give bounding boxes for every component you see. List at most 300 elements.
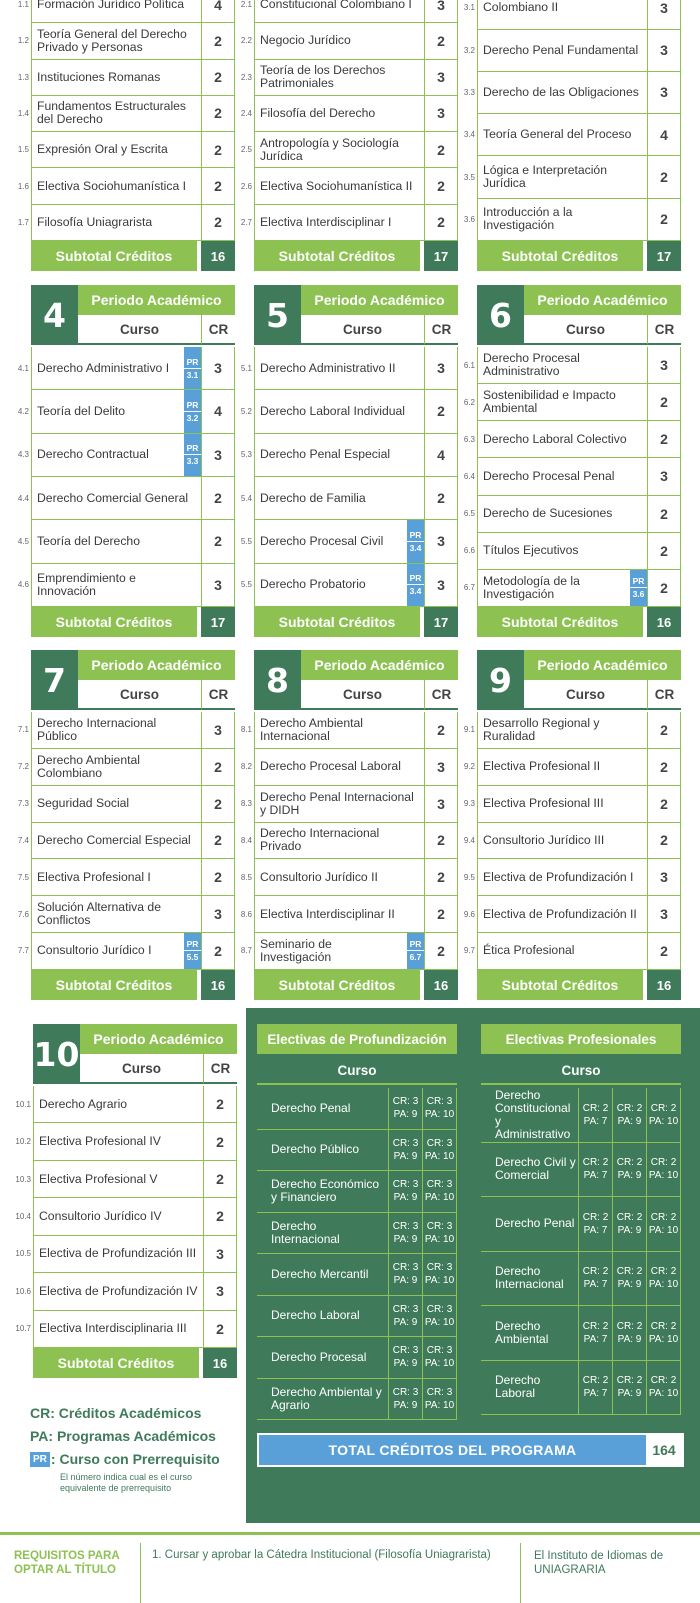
course-row bbox=[463, 421, 681, 458]
course-index: 1.4 bbox=[17, 108, 29, 118]
elective-pa: PA: 9 bbox=[393, 1358, 418, 1370]
course-row bbox=[17, 564, 235, 607]
elective-cr: CR: 3 bbox=[392, 1345, 419, 1357]
course-row bbox=[240, 933, 458, 970]
elective-credit-cell bbox=[613, 1088, 647, 1142]
course-name: Electiva Profesional IV bbox=[33, 1123, 203, 1159]
elective-pa: PA: 7 bbox=[583, 1333, 608, 1345]
elective-pa: PA: 10 bbox=[648, 1279, 679, 1291]
course-credits: 2 bbox=[201, 205, 235, 240]
course-index: 10.1 bbox=[15, 1099, 31, 1109]
prerequisite-badge bbox=[630, 570, 647, 606]
subtotal-label: Subtotal Créditos bbox=[477, 607, 643, 637]
course-name: Derecho Administrativo II bbox=[254, 347, 424, 389]
course-index: 4.6 bbox=[17, 580, 29, 590]
elective-cr: CR: 3 bbox=[426, 1386, 453, 1398]
course-name: Electiva Profesional II bbox=[477, 749, 647, 785]
course-row bbox=[463, 114, 681, 156]
prof-electives-curso: Curso bbox=[257, 1057, 457, 1085]
course-name: Derecho Penal Fundamental bbox=[477, 30, 647, 71]
total-credits-value: 164 bbox=[646, 1435, 682, 1465]
course-row bbox=[463, 384, 681, 421]
course-name: Teoría General del Proceso bbox=[477, 114, 647, 155]
course-index: 2.5 bbox=[240, 145, 252, 155]
course-row bbox=[17, 896, 235, 933]
course-credits: 2 bbox=[201, 168, 235, 203]
elective-cr: CR: 2 bbox=[616, 1102, 643, 1114]
course-credits: 2 bbox=[203, 1161, 237, 1197]
period-title: Periodo Académico bbox=[524, 650, 681, 680]
period-8-courses bbox=[240, 712, 458, 970]
elective-pa: PA: 9 bbox=[617, 1279, 642, 1291]
elective-row bbox=[257, 1130, 457, 1172]
elective-credit-cell bbox=[647, 1088, 681, 1142]
elective-credit-cell bbox=[613, 1361, 647, 1415]
course-index: 7.6 bbox=[17, 909, 29, 919]
subtotal-label: Subtotal Créditos bbox=[31, 241, 197, 271]
elective-credit-cell bbox=[579, 1252, 613, 1306]
legend-pr-text: : Curso con Prerrequisito bbox=[50, 1451, 220, 1467]
course-name: Derecho de las Obligaciones bbox=[477, 72, 647, 113]
elective-name: Derecho Mercantil bbox=[257, 1254, 389, 1295]
course-credits: 3 bbox=[203, 1236, 237, 1272]
period-number: 4 bbox=[31, 285, 78, 345]
elective-credit-cell bbox=[579, 1088, 613, 1142]
prerequisite-badge bbox=[184, 434, 201, 476]
subtotal-value: 17 bbox=[647, 241, 681, 271]
course-credits: 2 bbox=[424, 390, 458, 432]
elective-pa: PA: 9 bbox=[393, 1275, 418, 1287]
course-index: 6.3 bbox=[463, 434, 475, 444]
subtotal-row bbox=[254, 241, 458, 271]
course-credits: 2 bbox=[201, 749, 235, 785]
course-row bbox=[15, 1311, 237, 1348]
course-credits: 2 bbox=[424, 132, 458, 167]
curso-header: Curso bbox=[524, 315, 647, 345]
subtotal-label: Subtotal Créditos bbox=[477, 241, 643, 271]
elective-name: Derecho Ambiental bbox=[481, 1306, 579, 1360]
elective-credit-cell bbox=[389, 1296, 423, 1337]
course-index: 3.1 bbox=[463, 3, 475, 13]
prerequisite-number: 3.1 bbox=[184, 368, 201, 381]
elective-pa: PA: 10 bbox=[648, 1224, 679, 1236]
course-index: 9.1 bbox=[463, 725, 475, 735]
period-5-courses bbox=[240, 347, 458, 607]
elective-name: Derecho Ambiental y Agrario bbox=[257, 1379, 389, 1420]
elective-pa: PA: 9 bbox=[617, 1224, 642, 1236]
elective-row bbox=[481, 1306, 681, 1361]
course-index: 8.3 bbox=[240, 799, 252, 809]
course-name: Derecho Internacional Privado bbox=[254, 823, 424, 859]
course-index: 6.6 bbox=[463, 546, 475, 556]
course-index: 7.7 bbox=[17, 946, 29, 956]
course-credits: 4 bbox=[201, 0, 235, 22]
course-name: Electiva Interdisciplinar I bbox=[254, 205, 424, 240]
course-credits: 2 bbox=[201, 520, 235, 562]
elective-cr: CR: 3 bbox=[426, 1096, 453, 1108]
elective-row bbox=[257, 1379, 457, 1421]
prerequisite-label: PR bbox=[409, 939, 422, 950]
course-row bbox=[15, 1123, 237, 1160]
course-index: 9.5 bbox=[463, 872, 475, 882]
elective-credit-cell bbox=[423, 1254, 457, 1295]
course-row bbox=[240, 347, 458, 390]
course-row bbox=[463, 30, 681, 72]
course-name: Electiva Interdisciplinaria III bbox=[33, 1311, 203, 1347]
course-row bbox=[240, 564, 458, 607]
course-name: Introducción a la Investigación bbox=[477, 199, 647, 240]
course-credits: 3 bbox=[647, 859, 681, 895]
elective-cr: CR: 2 bbox=[582, 1211, 609, 1223]
course-index: 6.2 bbox=[463, 397, 475, 407]
course-name: Filosofía Uniagrarista bbox=[31, 205, 201, 240]
elective-cr: CR: 2 bbox=[650, 1157, 677, 1169]
course-index: 6.4 bbox=[463, 471, 475, 481]
course-name: Sostenibilidad e Impacto Ambiental bbox=[477, 384, 647, 420]
course-credits: 2 bbox=[424, 205, 458, 240]
course-name: Teoría del Delito bbox=[31, 390, 184, 432]
course-name: Derecho Comercial Especial bbox=[31, 823, 201, 859]
semester-3-table bbox=[463, 0, 681, 241]
course-name: Electiva de Profundización I bbox=[477, 859, 647, 895]
course-index: 7.4 bbox=[17, 835, 29, 845]
course-name: Consultorio Jurídico III bbox=[477, 823, 647, 859]
course-index: 4.4 bbox=[17, 493, 29, 503]
elective-row bbox=[481, 1252, 681, 1307]
elective-cr: CR: 3 bbox=[426, 1262, 453, 1274]
course-credits: 3 bbox=[647, 30, 681, 71]
course-row bbox=[463, 786, 681, 823]
cr-header: CR bbox=[424, 680, 458, 710]
subtotal-value: 17 bbox=[424, 241, 458, 271]
elective-cr: CR: 3 bbox=[426, 1179, 453, 1191]
footer bbox=[0, 1532, 700, 1600]
course-index: 9.6 bbox=[463, 909, 475, 919]
elective-name: Derecho Internacional bbox=[257, 1213, 389, 1254]
course-credits: 3 bbox=[201, 434, 235, 476]
elective-credit-cell bbox=[423, 1296, 457, 1337]
course-credits: 2 bbox=[647, 823, 681, 859]
course-index: 8.7 bbox=[240, 946, 252, 956]
course-row bbox=[240, 390, 458, 433]
course-credits: 3 bbox=[201, 347, 235, 389]
course-index: 4.2 bbox=[17, 406, 29, 416]
elective-credit-cell bbox=[579, 1143, 613, 1197]
elective-cr: CR: 3 bbox=[392, 1137, 419, 1149]
cr-header: CR bbox=[203, 1054, 237, 1084]
elective-credit-cell bbox=[647, 1306, 681, 1360]
course-row bbox=[240, 168, 458, 204]
course-credits: 2 bbox=[424, 896, 458, 932]
pr-badge-icon: PR bbox=[30, 1452, 50, 1467]
course-row bbox=[17, 712, 235, 749]
period-7-courses bbox=[17, 712, 235, 970]
period-4-courses bbox=[17, 347, 235, 607]
elective-cr: CR: 3 bbox=[392, 1262, 419, 1274]
legend-pa: PA: Programas Académicos bbox=[30, 1428, 216, 1444]
elective-row bbox=[481, 1361, 681, 1416]
subtotal-value: 17 bbox=[201, 607, 235, 637]
elective-cr: CR: 2 bbox=[650, 1320, 677, 1332]
curso-header: Curso bbox=[78, 680, 201, 710]
course-row bbox=[240, 749, 458, 786]
elective-cr: CR: 3 bbox=[426, 1220, 453, 1232]
course-row bbox=[240, 132, 458, 168]
course-row bbox=[463, 72, 681, 114]
professional-electives-title: Electivas Profesionales bbox=[481, 1024, 681, 1054]
elective-credit-cell bbox=[389, 1130, 423, 1171]
course-row bbox=[17, 823, 235, 860]
period-number: 8 bbox=[254, 650, 301, 710]
course-name: Antropología y Sociología Jurídica bbox=[254, 132, 424, 167]
elective-pa: PA: 10 bbox=[424, 1275, 455, 1287]
course-name: Teoría General del Derecho Privado y Personas bbox=[31, 23, 201, 58]
course-name: Teoría del Derecho bbox=[31, 520, 201, 562]
course-name: Electiva Sociohumanística I bbox=[31, 168, 201, 203]
elective-credit-cell bbox=[613, 1306, 647, 1360]
elective-cr: CR: 2 bbox=[616, 1320, 643, 1332]
course-name: Derecho Laboral Colectivo bbox=[477, 421, 647, 457]
elective-credit-cell bbox=[579, 1306, 613, 1360]
elective-name: Derecho Civil y Comercial bbox=[481, 1143, 579, 1197]
prerequisite-label: PR bbox=[186, 939, 199, 950]
course-index: 3.4 bbox=[463, 130, 475, 140]
elective-pa: PA: 7 bbox=[583, 1115, 608, 1127]
course-row bbox=[463, 570, 681, 607]
cr-header: CR bbox=[647, 315, 681, 345]
course-name: Negocio Jurídico bbox=[254, 23, 424, 58]
course-row bbox=[17, 434, 235, 477]
elective-credit-cell bbox=[389, 1254, 423, 1295]
course-credits: 2 bbox=[201, 859, 235, 895]
prerequisite-badge bbox=[407, 933, 424, 969]
elective-credit-cell bbox=[423, 1171, 457, 1212]
course-name: Derecho Procesal Administrativo bbox=[477, 347, 647, 383]
elective-credit-cell bbox=[389, 1337, 423, 1378]
elective-pa: PA: 9 bbox=[393, 1233, 418, 1245]
course-credits: 3 bbox=[647, 458, 681, 494]
period-number: 9 bbox=[477, 650, 524, 710]
period-number: 6 bbox=[477, 285, 524, 345]
course-credits: 2 bbox=[203, 1086, 237, 1122]
course-name: Electiva de Profundización IV bbox=[33, 1273, 203, 1309]
prof-electives-title: Electivas de Profundización bbox=[257, 1024, 457, 1054]
elective-row bbox=[257, 1088, 457, 1130]
elective-credit-cell bbox=[647, 1197, 681, 1251]
elective-name: Derecho Procesal bbox=[257, 1337, 389, 1378]
course-index: 8.6 bbox=[240, 909, 252, 919]
elective-row bbox=[481, 1197, 681, 1252]
course-index: 1.1 bbox=[17, 0, 29, 10]
elective-cr: CR: 2 bbox=[650, 1266, 677, 1278]
elective-cr: CR: 2 bbox=[616, 1157, 643, 1169]
footer-divider-2 bbox=[520, 1543, 521, 1603]
elective-pa: PA: 9 bbox=[617, 1388, 642, 1400]
elective-row bbox=[257, 1171, 457, 1213]
prerequisite-badge bbox=[407, 564, 424, 606]
elective-pa: PA: 10 bbox=[424, 1192, 455, 1204]
footer-requirement-1: 1. Cursar y aprobar la Cátedra Institucional (Filosofía Uniagrarista) bbox=[152, 1549, 491, 1561]
course-row bbox=[17, 390, 235, 433]
elective-row bbox=[481, 1088, 681, 1143]
elective-pa: PA: 10 bbox=[424, 1150, 455, 1162]
elective-row bbox=[257, 1337, 457, 1379]
course-name: Títulos Ejecutivos bbox=[477, 533, 647, 569]
course-credits: 2 bbox=[201, 823, 235, 859]
course-name: Derecho Laboral Individual bbox=[254, 390, 424, 432]
elective-pa: PA: 9 bbox=[617, 1170, 642, 1182]
course-index: 2.2 bbox=[240, 36, 252, 46]
course-index: 1.5 bbox=[17, 145, 29, 155]
elective-cr: CR: 3 bbox=[392, 1096, 419, 1108]
course-credits: 3 bbox=[424, 96, 458, 131]
course-credits: 3 bbox=[424, 564, 458, 606]
elective-credit-cell bbox=[423, 1088, 457, 1129]
elective-cr: CR: 2 bbox=[650, 1102, 677, 1114]
course-row bbox=[463, 0, 681, 30]
prerequisite-number: 3.6 bbox=[630, 587, 647, 600]
course-row bbox=[240, 23, 458, 59]
course-index: 9.7 bbox=[463, 946, 475, 956]
course-index: 1.7 bbox=[17, 217, 29, 227]
prerequisite-badge bbox=[184, 347, 201, 389]
elective-row bbox=[257, 1213, 457, 1255]
elective-pa: PA: 10 bbox=[648, 1333, 679, 1345]
subtotal-label: Subtotal Créditos bbox=[31, 607, 197, 637]
period-number: 7 bbox=[31, 650, 78, 710]
course-row bbox=[240, 96, 458, 132]
subtotal-label: Subtotal Créditos bbox=[254, 607, 420, 637]
elective-pa: PA: 10 bbox=[648, 1388, 679, 1400]
course-name: Derecho Ambiental Colombiano bbox=[31, 749, 201, 785]
course-row bbox=[463, 933, 681, 970]
course-credits: 3 bbox=[203, 1273, 237, 1309]
prerequisite-label: PR bbox=[632, 576, 645, 587]
subtotal-row bbox=[31, 970, 235, 1000]
elective-pa: PA: 9 bbox=[393, 1150, 418, 1162]
course-name: Derecho de Familia bbox=[254, 477, 424, 519]
course-row bbox=[17, 132, 235, 168]
course-index: 10.4 bbox=[15, 1211, 31, 1221]
course-credits: 3 bbox=[424, 0, 458, 22]
elective-credit-cell bbox=[613, 1197, 647, 1251]
elective-row bbox=[257, 1296, 457, 1338]
cr-header: CR bbox=[201, 315, 235, 345]
course-index: 8.5 bbox=[240, 872, 252, 882]
course-row bbox=[17, 933, 235, 970]
semester-1-table bbox=[17, 0, 235, 241]
elective-cr: CR: 3 bbox=[392, 1386, 419, 1398]
course-credits: 3 bbox=[647, 0, 681, 29]
legend-pr bbox=[30, 1451, 220, 1467]
curso-header: Curso bbox=[80, 1054, 203, 1084]
elective-credit-cell bbox=[647, 1143, 681, 1197]
course-row bbox=[17, 168, 235, 204]
course-credits: 2 bbox=[647, 712, 681, 748]
subtotal-row bbox=[477, 241, 681, 271]
prerequisite-label: PR bbox=[186, 399, 199, 410]
course-name: Consultorio Jurídico IV bbox=[33, 1198, 203, 1234]
elective-pa: PA: 9 bbox=[393, 1192, 418, 1204]
course-credits: 2 bbox=[647, 749, 681, 785]
course-row bbox=[15, 1161, 237, 1198]
course-name: Derecho Comercial General bbox=[31, 477, 201, 519]
course-name: Formación Jurídico Política bbox=[31, 0, 201, 22]
course-index: 4.5 bbox=[17, 536, 29, 546]
course-name: Electiva de Profundización III bbox=[33, 1236, 203, 1272]
course-row bbox=[240, 520, 458, 563]
course-index: 3.6 bbox=[463, 214, 475, 224]
course-credits: 3 bbox=[647, 896, 681, 932]
subtotal-label: Subtotal Créditos bbox=[33, 1348, 199, 1378]
course-row bbox=[17, 96, 235, 132]
elective-name: Derecho Económico y Financiero bbox=[257, 1171, 389, 1212]
elective-cr: CR: 2 bbox=[650, 1211, 677, 1223]
course-index: 10.3 bbox=[15, 1174, 31, 1184]
subtotal-label: Subtotal Créditos bbox=[31, 970, 197, 1000]
course-name: Consultorio Jurídico I bbox=[31, 933, 184, 969]
elective-pa: PA: 10 bbox=[424, 1316, 455, 1328]
course-credits: 2 bbox=[647, 421, 681, 457]
course-index: 8.2 bbox=[240, 762, 252, 772]
period-title: Periodo Académico bbox=[301, 650, 458, 680]
subtotal-row bbox=[254, 607, 458, 637]
course-row bbox=[463, 156, 681, 198]
legend-cr: CR: Créditos Académicos bbox=[30, 1405, 202, 1421]
elective-cr: CR: 3 bbox=[392, 1220, 419, 1232]
course-credits: 2 bbox=[201, 786, 235, 822]
course-row bbox=[17, 520, 235, 563]
cr-header: CR bbox=[647, 680, 681, 710]
elective-cr: CR: 3 bbox=[426, 1303, 453, 1315]
footer-divider bbox=[140, 1543, 141, 1603]
course-index: 7.5 bbox=[17, 872, 29, 882]
course-index: 5.4 bbox=[240, 493, 252, 503]
course-credits: 2 bbox=[647, 199, 681, 240]
course-credits: 2 bbox=[424, 859, 458, 895]
course-row bbox=[240, 896, 458, 933]
curso-header: Curso bbox=[301, 680, 424, 710]
course-credits: 4 bbox=[647, 114, 681, 155]
elective-cr: CR: 3 bbox=[392, 1303, 419, 1315]
elective-credit-cell bbox=[423, 1213, 457, 1254]
course-index: 2.1 bbox=[240, 0, 252, 10]
subtotal-row bbox=[477, 970, 681, 1000]
course-index: 5.2 bbox=[240, 406, 252, 416]
course-credits: 2 bbox=[424, 933, 458, 969]
course-name: Derecho Procesal Civil bbox=[254, 520, 407, 562]
course-name: Derecho Penal Especial bbox=[254, 434, 424, 476]
course-name: Seguridad Social bbox=[31, 786, 201, 822]
elective-cr: CR: 2 bbox=[616, 1266, 643, 1278]
course-row bbox=[463, 199, 681, 241]
course-name: Teoría de los Derechos Patrimoniales bbox=[254, 60, 424, 95]
prerequisite-number: 3.4 bbox=[407, 541, 424, 554]
period-title: Periodo Académico bbox=[78, 650, 235, 680]
elective-pa: PA: 7 bbox=[583, 1388, 608, 1400]
elective-name: Derecho Constitucional y Administrativo bbox=[481, 1088, 579, 1142]
elective-cr: CR: 2 bbox=[616, 1211, 643, 1223]
period-9-courses bbox=[463, 712, 681, 970]
elective-cr: CR: 2 bbox=[582, 1266, 609, 1278]
elective-credit-cell bbox=[389, 1088, 423, 1129]
elective-cr: CR: 3 bbox=[426, 1345, 453, 1357]
subtotal-value: 16 bbox=[424, 970, 458, 1000]
period-10-courses bbox=[15, 1086, 237, 1348]
elective-pa: PA: 9 bbox=[393, 1316, 418, 1328]
course-row bbox=[463, 712, 681, 749]
curso-header: Curso bbox=[78, 315, 201, 345]
